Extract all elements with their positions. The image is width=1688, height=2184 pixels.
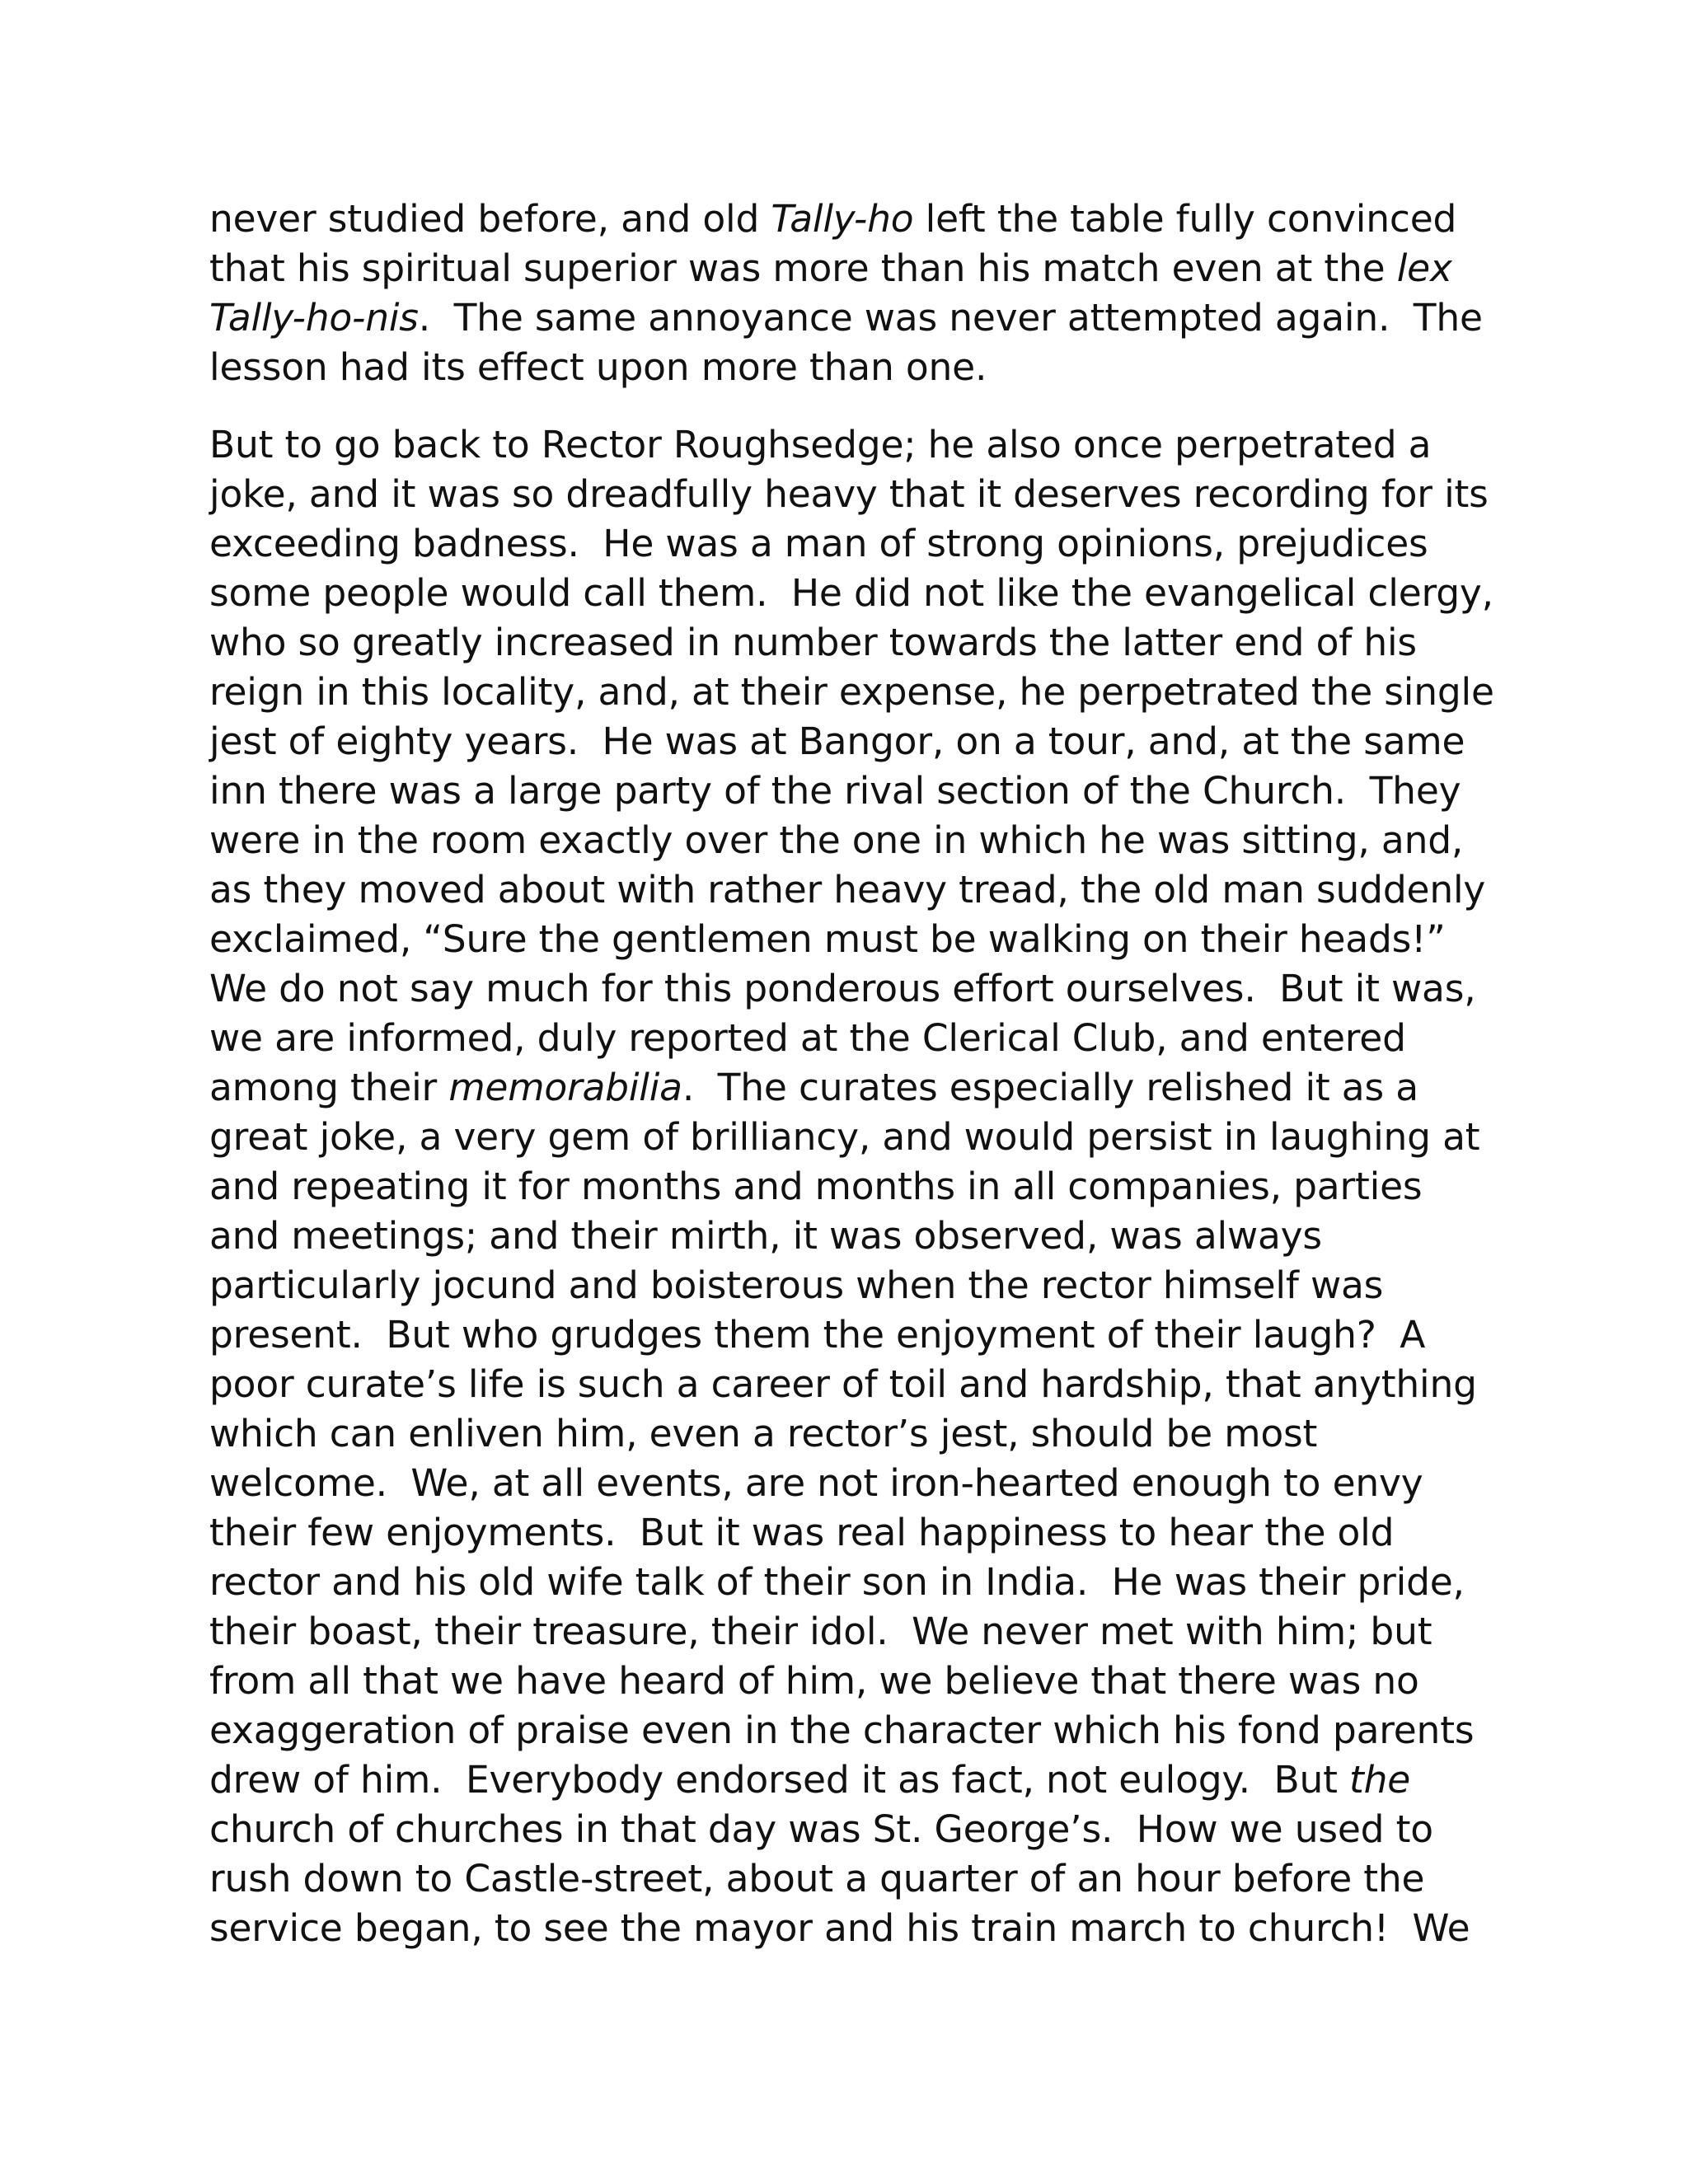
text-run: never studied before, and old — [209, 197, 771, 241]
text-line — [209, 293, 1495, 343]
document-body — [209, 194, 1495, 1953]
text-run: drew of him. Everybody endorsed it as fact, not eulogy. But — [209, 1758, 1349, 1802]
paragraph — [209, 420, 1495, 1953]
text-line — [209, 766, 1495, 816]
text-line — [209, 1113, 1495, 1162]
text-run: poor curate’s life is such a career of toil and hardship, that anything — [209, 1362, 1477, 1406]
text-run: exaggeration of praise even in the character which his fond parents — [209, 1708, 1475, 1752]
text-line — [209, 964, 1495, 1014]
paragraph — [209, 194, 1495, 392]
text-line — [209, 1409, 1495, 1459]
text-run: we are informed, duly reported at the Clerical Club, and entered — [209, 1016, 1406, 1060]
text-run: that his spiritual superior was more than his match even at the — [209, 246, 1397, 290]
text-line — [209, 1360, 1495, 1409]
text-line — [209, 1558, 1495, 1607]
text-line — [209, 717, 1495, 766]
text-line — [209, 343, 1495, 392]
text-run: welcome. We, at all events, are not iron-hearted enough to envy — [209, 1461, 1423, 1505]
text-run: church of churches in that day was St. George’s. How we used to — [209, 1807, 1433, 1851]
text-run: lesson had its effect upon more than one. — [209, 345, 987, 389]
text-line — [209, 865, 1495, 915]
text-line — [209, 1657, 1495, 1706]
text-line — [209, 1212, 1495, 1261]
text-run: their boast, their treasure, their idol. We never met with him; but — [209, 1610, 1432, 1653]
text-line — [209, 194, 1495, 244]
text-line — [209, 1904, 1495, 1953]
text-line — [209, 1310, 1495, 1360]
text-line — [209, 1706, 1495, 1755]
text-line — [209, 1755, 1495, 1805]
text-run: reign in this locality, and, at their expense, he perpetrated the single — [209, 670, 1494, 714]
italic-text: the — [1349, 1758, 1411, 1802]
text-line — [209, 470, 1495, 519]
text-line — [209, 1854, 1495, 1904]
text-line — [209, 1508, 1495, 1558]
text-line — [209, 915, 1495, 964]
text-run: were in the room exactly over the one in which he was sitting, and, — [209, 818, 1464, 862]
text-run: and repeating it for months and months in all companies, parties — [209, 1165, 1423, 1208]
text-run: present. But who grudges them the enjoyment of their laugh? A — [209, 1313, 1426, 1357]
text-line — [209, 618, 1495, 668]
text-run: among their — [209, 1066, 449, 1109]
text-run: . The same annoyance was never attempted again. The — [418, 296, 1483, 340]
italic-text: Tally-ho — [771, 197, 914, 241]
text-run: and meetings; and their mirth, it was observed, was always — [209, 1214, 1322, 1258]
italic-text: lex — [1396, 246, 1452, 290]
text-line — [209, 519, 1495, 569]
text-line — [209, 244, 1495, 293]
text-line — [209, 1162, 1495, 1212]
text-run: . The curates especially relished it as a — [682, 1066, 1418, 1109]
text-line — [209, 569, 1495, 618]
text-line — [209, 1459, 1495, 1508]
text-run: rector and his old wife talk of their son in India. He was their pride, — [209, 1560, 1465, 1604]
text-run: rush down to Castle-street, about a quarter of an hour before the — [209, 1857, 1425, 1900]
text-run: who so greatly increased in number towards the latter end of his — [209, 621, 1417, 664]
italic-text: Tally-ho-nis — [209, 296, 419, 340]
text-line — [209, 1014, 1495, 1063]
text-run: great joke, a very gem of brilliancy, and would persist in laughing at — [209, 1115, 1480, 1159]
text-run: particularly jocund and boisterous when the rector himself was — [209, 1263, 1384, 1307]
text-run: from all that we have heard of him, we believe that there was no — [209, 1659, 1419, 1703]
text-run: But to go back to Rector Roughsedge; he also once perpetrated a — [209, 423, 1432, 466]
text-line — [209, 668, 1495, 717]
text-line — [209, 1805, 1495, 1854]
text-run: We do not say much for this ponderous effort ourselves. But it was, — [209, 967, 1476, 1010]
text-line — [209, 1607, 1495, 1657]
text-run: left the table fully convinced — [913, 197, 1457, 241]
text-run: some people would call them. He did not like the evangelical clergy, — [209, 571, 1493, 615]
text-run: service began, to see the mayor and his train march to church! We — [209, 1906, 1470, 1950]
text-run: exceeding badness. He was a man of strong opinions, prejudices — [209, 522, 1428, 565]
text-line — [209, 1063, 1495, 1113]
text-line — [209, 420, 1495, 470]
text-line — [209, 816, 1495, 865]
text-line — [209, 1261, 1495, 1310]
text-run: as they moved about with rather heavy tread, the old man suddenly — [209, 868, 1486, 912]
text-run: inn there was a large party of the rival section of the Church. They — [209, 769, 1461, 813]
text-run: exclaimed, “Sure the gentlemen must be walking on their heads!” — [209, 917, 1446, 961]
text-run: joke, and it was so dreadfully heavy that it deserves recording for its — [209, 472, 1489, 516]
text-run: jest of eighty years. He was at Bangor, on a tour, and, at the same — [209, 719, 1465, 763]
text-run: their few enjoyments. But it was real happiness to hear the old — [209, 1511, 1395, 1554]
document-page — [209, 194, 1495, 1981]
italic-text: memorabilia — [448, 1066, 682, 1109]
text-run: which can enliven him, even a rector’s jest, should be most — [209, 1412, 1318, 1455]
